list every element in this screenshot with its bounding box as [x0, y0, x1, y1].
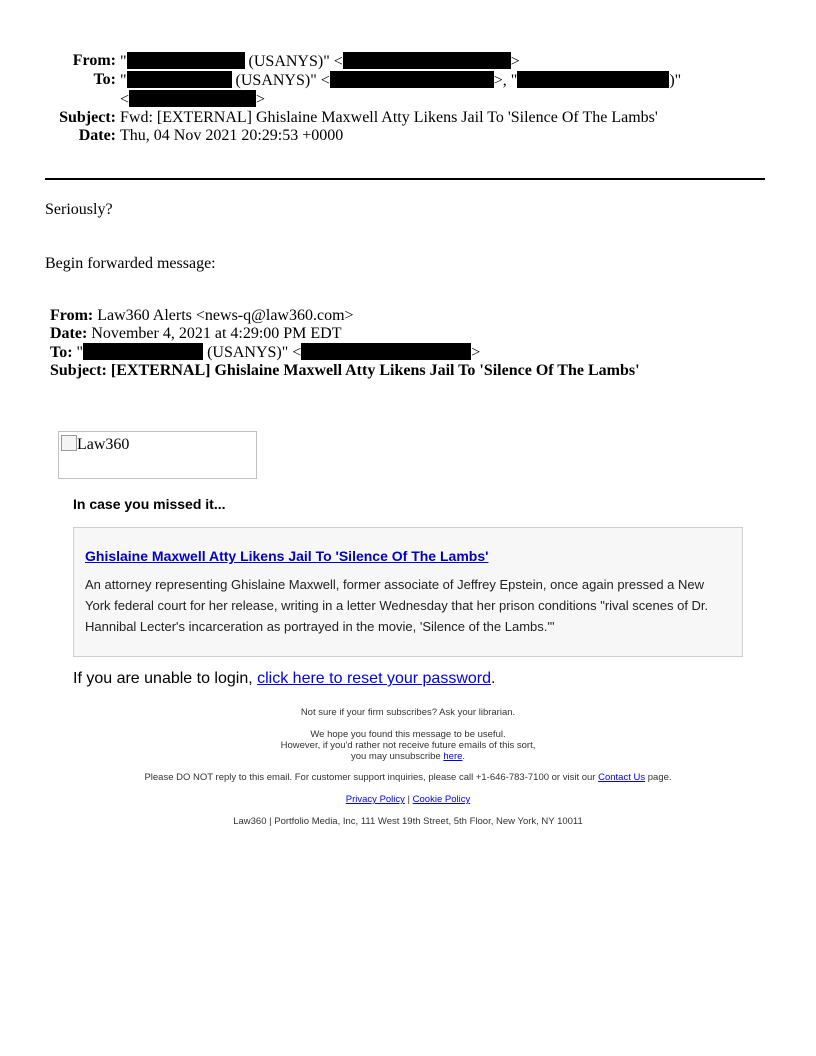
subject-value: Fwd: [EXTERNAL] Ghislaine Maxwell Atty Likens Jail To 'Silence Of The Lambs': [120, 109, 658, 126]
footer-unsubscribe: We hope you found this message to be useful. However, if you'd rather not receive future emails of this sort, you may unsubscribe here.: [280, 729, 536, 762]
redaction: [129, 90, 256, 107]
header-divider: [45, 178, 765, 180]
unsubscribe-link[interactable]: here: [443, 751, 463, 762]
fwd-subject-label: Subject:: [50, 362, 107, 379]
fwd-subject-value: [EXTERNAL] Ghislaine Maxwell Atty Likens Jail To 'Silence Of The Lambs': [110, 362, 640, 379]
body-line-2: Begin forwarded message:: [45, 255, 216, 272]
missed-heading: In case you missed it...: [73, 496, 226, 512]
from-value: " (USANYS)" < >: [120, 53, 520, 70]
article-card: [73, 527, 743, 657]
logo-alt-text: Law360: [77, 436, 130, 453]
reset-password-link[interactable]: click here to reset your password: [257, 670, 491, 687]
redaction: [330, 71, 494, 88]
forwarded-header: From: Law360 Alerts <news-q@law360.com> Date: November 4, 2021 at 4:29:00 PM EDT To: " (USANYS)" < > Subject: [EXTERNAL] Ghislaine Maxwell Atty Likens Jail To 'Silence Of The Lambs': [50, 307, 640, 379]
to-label: To:: [93, 71, 116, 88]
footer-policies: Privacy Policy | Cookie Policy: [345, 794, 471, 805]
footer-subscribe: Not sure if your firm subscribes? Ask your librarian.: [300, 707, 516, 718]
fwd-to-label: To:: [50, 344, 73, 361]
law360-logo: [58, 431, 257, 479]
date-value: Thu, 04 Nov 2021 20:29:53 +0000: [120, 127, 344, 144]
redaction: [343, 52, 511, 69]
redaction: [517, 71, 669, 88]
broken-image-icon: [61, 435, 77, 451]
redaction: [83, 343, 203, 360]
fwd-date-label: Date:: [50, 325, 88, 342]
redaction: [127, 52, 245, 69]
body-line-1: Seriously?: [45, 201, 113, 218]
footer-support: Please DO NOT reply to this email. For customer support inquiries, please call +1-646-783-7100 or visit our Contact Us page.: [144, 772, 672, 783]
date-label: Date:: [78, 127, 116, 144]
fwd-from-value: Law360 Alerts <news-q@law360.com>: [97, 307, 354, 324]
redaction: [127, 71, 232, 88]
contact-us-link[interactable]: Contact Us: [598, 772, 646, 783]
fwd-from-label: From:: [50, 307, 94, 324]
article-description: An attorney representing Ghislaine Maxwell, former associate of Jeffrey Epstein, once again pressed a New York federal court for her release, writing in a letter Wednesday that her prison conditions "rival scenes of Dr. Hannibal Lecter's incarceration as portrayed in the movie, 'Silence of the Lambs.'": [85, 577, 709, 634]
from-label: From:: [72, 52, 116, 69]
to-value: " (USANYS)" < >, " )": [120, 72, 682, 89]
fwd-date-value: November 4, 2021 at 4:29:00 PM EDT: [91, 325, 342, 342]
redaction: [301, 343, 471, 360]
login-line: If you are unable to login, click here to reset your password.: [73, 670, 496, 687]
to-value-cont: < >: [120, 91, 266, 108]
privacy-policy-link[interactable]: Privacy Policy: [345, 794, 405, 805]
email-header: [0, 52, 816, 145]
cookie-policy-link[interactable]: Cookie Policy: [412, 794, 471, 805]
article-title-link[interactable]: Ghislaine Maxwell Atty Likens Jail To 'Silence Of The Lambs': [85, 548, 489, 564]
subject-label: Subject:: [59, 109, 116, 126]
footer-address: Law360 | Portfolio Media, Inc, 111 West 19th Street, 5th Floor, New York, NY 10011: [233, 816, 583, 827]
